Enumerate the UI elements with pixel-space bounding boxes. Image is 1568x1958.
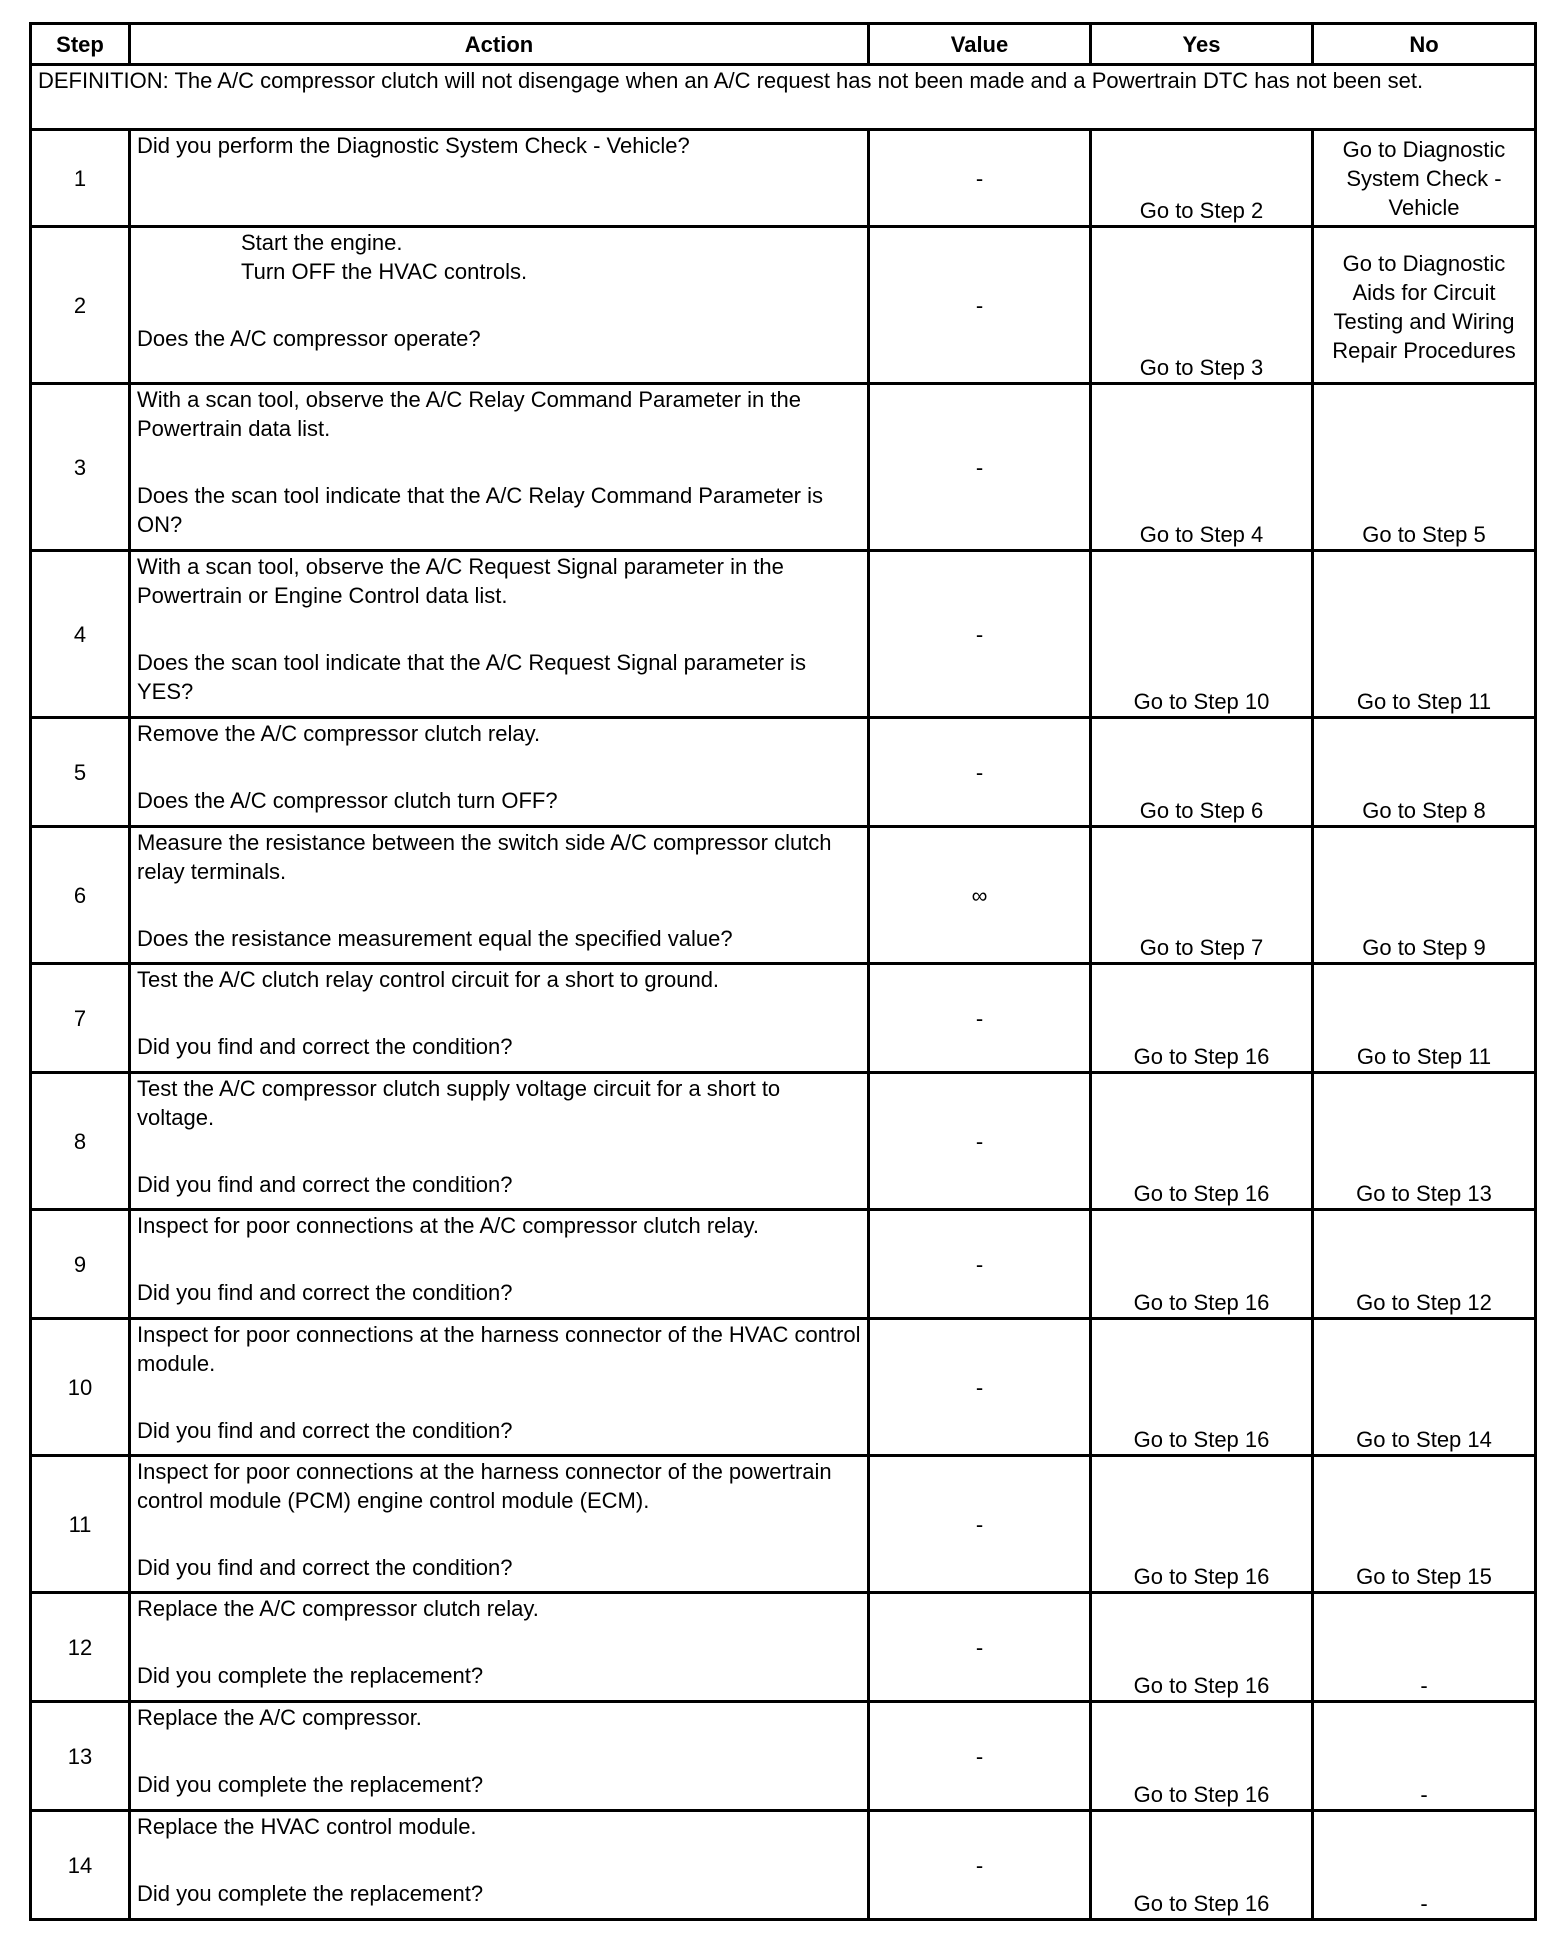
action-cell xyxy=(130,1319,869,1456)
action-substep: Start the engine. xyxy=(241,230,403,255)
no-cell: Go to Diagnostic System Check - Vehicle xyxy=(1313,130,1536,227)
action-question: Did you complete the replacement? xyxy=(137,1881,484,1906)
action-instruction: Replace the A/C compressor. xyxy=(137,1705,422,1730)
value-cell: - xyxy=(869,130,1091,227)
definition-row xyxy=(31,65,1536,130)
step-number: 13 xyxy=(31,1702,130,1811)
yes-cell: Go to Step 16 xyxy=(1091,964,1313,1073)
no-cell: Go to Diagnostic Aids for Circuit Testing and Wiring Repair Procedures xyxy=(1313,227,1536,384)
action-question: Does the A/C compressor clutch turn OFF? xyxy=(137,788,558,813)
yes-cell: Go to Step 6 xyxy=(1091,718,1313,827)
step-number: 8 xyxy=(31,1073,130,1210)
step-number: 4 xyxy=(31,551,130,718)
no-cell: Go to Step 15 xyxy=(1313,1456,1536,1593)
action-cell xyxy=(130,551,869,718)
action-instruction: Test the A/C clutch relay control circuit for a short to ground. xyxy=(137,967,720,992)
no-cell: Go to Step 11 xyxy=(1313,964,1536,1073)
no-cell: Go to Step 13 xyxy=(1313,1073,1536,1210)
value-cell: - xyxy=(869,1319,1091,1456)
table-row xyxy=(31,718,1536,827)
yes-cell: Go to Step 16 xyxy=(1091,1593,1313,1702)
value-cell: - xyxy=(869,384,1091,551)
action-question: Did you find and correct the condition? xyxy=(137,1555,513,1580)
table-row xyxy=(31,227,1536,384)
action-cell xyxy=(130,964,869,1073)
value-cell: - xyxy=(869,718,1091,827)
action-instruction: Replace the HVAC control module. xyxy=(137,1814,477,1839)
header-value: Value xyxy=(869,24,1091,65)
action-instruction: Replace the A/C compressor clutch relay. xyxy=(137,1596,539,1621)
no-cell: Go to Step 11 xyxy=(1313,551,1536,718)
table-row xyxy=(31,827,1536,964)
yes-cell: Go to Step 4 xyxy=(1091,384,1313,551)
step-number: 6 xyxy=(31,827,130,964)
yes-cell: Go to Step 16 xyxy=(1091,1456,1313,1593)
action-cell xyxy=(130,130,869,227)
no-cell: Go to Step 9 xyxy=(1313,827,1536,964)
table-row xyxy=(31,1456,1536,1593)
action-cell xyxy=(130,827,869,964)
yes-cell: Go to Step 16 xyxy=(1091,1702,1313,1811)
action-instruction: With a scan tool, observe the A/C Request Signal parameter in the Powertrain or Engine Control data list. xyxy=(137,554,784,608)
action-instruction: With a scan tool, observe the A/C Relay Command Parameter in the Powertrain data list. xyxy=(137,387,801,441)
step-number: 2 xyxy=(31,227,130,384)
action-question: Did you perform the Diagnostic System Check - Vehicle? xyxy=(137,133,690,158)
action-question: Does the scan tool indicate that the A/C Request Signal parameter is YES? xyxy=(137,650,806,704)
action-cell xyxy=(130,1210,869,1319)
table-row xyxy=(31,1593,1536,1702)
yes-cell: Go to Step 16 xyxy=(1091,1073,1313,1210)
value-cell: - xyxy=(869,1456,1091,1593)
yes-cell: Go to Step 7 xyxy=(1091,827,1313,964)
action-question: Did you complete the replacement? xyxy=(137,1772,484,1797)
action-substep: Turn OFF the HVAC controls. xyxy=(241,259,528,284)
yes-cell: Go to Step 16 xyxy=(1091,1811,1313,1920)
value-cell: - xyxy=(869,1593,1091,1702)
header-step: Step xyxy=(31,24,130,65)
action-question: Did you complete the replacement? xyxy=(137,1663,484,1688)
yes-cell: Go to Step 16 xyxy=(1091,1210,1313,1319)
step-number: 7 xyxy=(31,964,130,1073)
action-instruction: Inspect for poor connections at the A/C compressor clutch relay. xyxy=(137,1213,760,1238)
table-row xyxy=(31,964,1536,1073)
action-cell xyxy=(130,1702,869,1811)
value-cell: - xyxy=(869,1210,1091,1319)
action-question: Does the A/C compressor operate? xyxy=(137,326,481,351)
action-cell xyxy=(130,1811,869,1920)
table-row xyxy=(31,1702,1536,1811)
action-instruction: Inspect for poor connections at the harness connector of the powertrain control module (PCM) engine control module (ECM). xyxy=(137,1459,832,1513)
step-number: 14 xyxy=(31,1811,130,1920)
value-cell: - xyxy=(869,1702,1091,1811)
action-cell xyxy=(130,384,869,551)
table-row xyxy=(31,1210,1536,1319)
action-question: Does the resistance measurement equal the specified value? xyxy=(137,926,733,951)
header-action: Action xyxy=(130,24,869,65)
action-question: Did you find and correct the condition? xyxy=(137,1172,513,1197)
action-cell xyxy=(130,718,869,827)
table-row xyxy=(31,130,1536,227)
definition-text: DEFINITION: The A/C compressor clutch will not disengage when an A/C request has not been made and a Powertrain DTC has not been set. xyxy=(31,65,1536,130)
step-number: 11 xyxy=(31,1456,130,1593)
no-cell: - xyxy=(1313,1811,1536,1920)
yes-cell: Go to Step 10 xyxy=(1091,551,1313,718)
action-question: Did you find and correct the condition? xyxy=(137,1280,513,1305)
table-row xyxy=(31,1319,1536,1456)
action-question: Did you find and correct the condition? xyxy=(137,1418,513,1443)
action-question: Does the scan tool indicate that the A/C Relay Command Parameter is ON? xyxy=(137,483,824,537)
value-cell: - xyxy=(869,964,1091,1073)
table-row xyxy=(31,1073,1536,1210)
header-row xyxy=(31,24,1536,65)
diagnostic-table xyxy=(29,22,1537,1921)
value-cell: - xyxy=(869,1811,1091,1920)
action-cell xyxy=(130,227,869,384)
action-cell xyxy=(130,1593,869,1702)
yes-cell: Go to Step 3 xyxy=(1091,227,1313,384)
value-cell: - xyxy=(869,1073,1091,1210)
yes-cell: Go to Step 2 xyxy=(1091,130,1313,227)
action-question: Did you find and correct the condition? xyxy=(137,1034,513,1059)
value-cell: ∞ xyxy=(869,827,1091,964)
no-cell: Go to Step 12 xyxy=(1313,1210,1536,1319)
no-cell: - xyxy=(1313,1702,1536,1811)
action-instruction: Measure the resistance between the switch side A/C compressor clutch relay terminals. xyxy=(137,830,832,884)
table-row xyxy=(31,551,1536,718)
no-cell: - xyxy=(1313,1593,1536,1702)
step-number: 9 xyxy=(31,1210,130,1319)
header-no: No xyxy=(1313,24,1536,65)
step-number: 12 xyxy=(31,1593,130,1702)
action-instruction: Inspect for poor connections at the harness connector of the HVAC control module. xyxy=(137,1322,861,1376)
table-row xyxy=(31,1811,1536,1920)
no-cell: Go to Step 5 xyxy=(1313,384,1536,551)
no-cell: Go to Step 8 xyxy=(1313,718,1536,827)
action-cell xyxy=(130,1073,869,1210)
value-cell: - xyxy=(869,551,1091,718)
action-instruction: Test the A/C compressor clutch supply voltage circuit for a short to voltage. xyxy=(137,1076,781,1130)
value-cell: - xyxy=(869,227,1091,384)
yes-cell: Go to Step 16 xyxy=(1091,1319,1313,1456)
table-row xyxy=(31,384,1536,551)
step-number: 1 xyxy=(31,130,130,227)
step-number: 5 xyxy=(31,718,130,827)
action-cell xyxy=(130,1456,869,1593)
no-cell: Go to Step 14 xyxy=(1313,1319,1536,1456)
action-instruction: Remove the A/C compressor clutch relay. xyxy=(137,721,541,746)
step-number: 3 xyxy=(31,384,130,551)
header-yes: Yes xyxy=(1091,24,1313,65)
step-number: 10 xyxy=(31,1319,130,1456)
